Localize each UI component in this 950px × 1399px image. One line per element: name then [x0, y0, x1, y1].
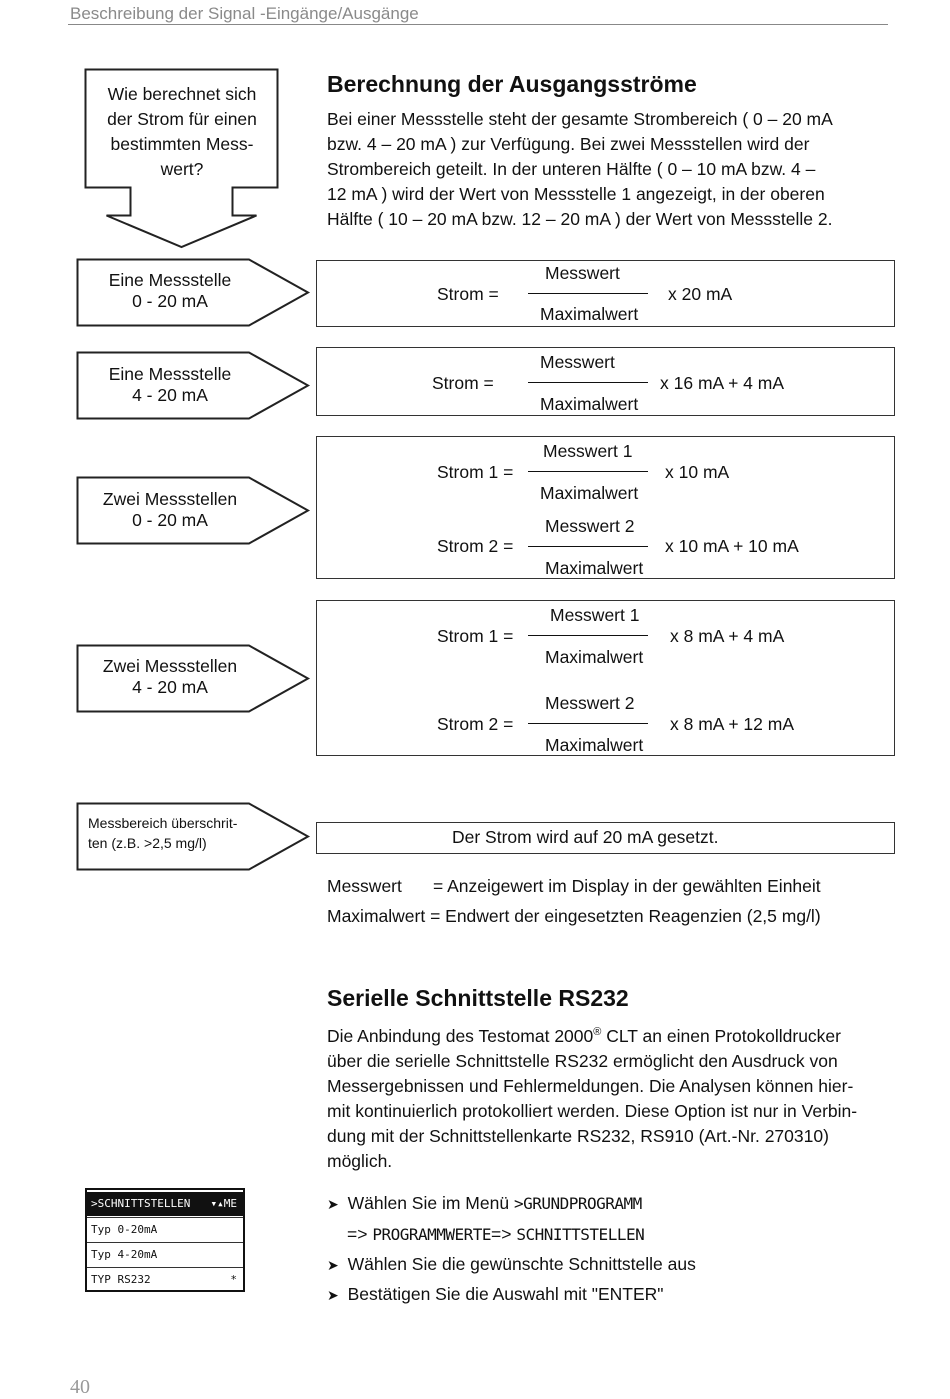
- question-text: [92, 82, 272, 182]
- question-line: wert?: [160, 159, 204, 179]
- definition-messwert-text: = Anzeigewert im Display in der gewählten Einheit: [433, 876, 821, 896]
- step-text: Wählen Sie im Menü: [347, 1193, 514, 1213]
- step-text: Bestätigen Sie die Auswahl mit "ENTER": [347, 1284, 664, 1304]
- header-divider: [68, 24, 888, 25]
- section-heading-rs232: Serielle Schnittstelle RS232: [327, 985, 629, 1011]
- case-label-line: Zwei Messstellen: [102, 656, 238, 676]
- section2-paragraph: [327, 1020, 857, 1174]
- formula-numerator: Messwert 1: [550, 605, 640, 625]
- formula-lhs: Strom 2 =: [437, 536, 514, 556]
- fraction-bar: [528, 293, 648, 294]
- paragraph-line: bzw. 4 – 20 mA ) zur Verfügung. Bei zwei Messstellen wird der: [327, 134, 810, 154]
- lcd-row-label: TYP RS232: [91, 1273, 151, 1286]
- step-3: [327, 1284, 664, 1305]
- paragraph-line: Messergebnissen und Fehlermeldungen. Die Analysen können hier-: [327, 1075, 854, 1096]
- formula-rhs: x 20 mA: [668, 284, 733, 304]
- formula-denominator: Maximalwert: [545, 558, 644, 578]
- case-label-one-0-20: [80, 270, 260, 312]
- formula-numerator: Messwert 2: [545, 516, 635, 536]
- paragraph-line: Strombereich geteilt. In der unteren Hälfte ( 0 – 10 mA bzw. 4 –: [327, 159, 816, 179]
- case-label-two-4-20: [80, 656, 260, 698]
- case-label-line: Zwei Messstellen: [102, 489, 238, 509]
- formula-lhs: Strom 2 =: [437, 714, 514, 734]
- formula-numerator: Messwert: [545, 263, 620, 283]
- formula-numerator: Messwert 1: [543, 441, 633, 461]
- formula-denominator: Maximalwert: [545, 735, 644, 755]
- case-label-line: 0 - 20 mA: [132, 291, 208, 311]
- formula-rhs: x 16 mA + 4 mA: [660, 373, 785, 393]
- lcd-selected-mark: *: [230, 1273, 237, 1286]
- formula-box-two-0-20: [316, 436, 895, 579]
- step-1: [327, 1193, 642, 1214]
- bullet-arrow-icon: ➤: [327, 1287, 339, 1303]
- question-line: Wie berechnet sich: [107, 84, 257, 104]
- paragraph-line: über die serielle Schnittstelle RS232 ermöglicht den Ausdruck von: [327, 1050, 838, 1071]
- formula-box-one-0-20: [316, 260, 895, 327]
- menu-path-schnittstellen: SCHNITTSTELLEN: [516, 1225, 645, 1244]
- definition-messwert-term: Messwert: [327, 876, 402, 896]
- formula-box-one-4-20: [316, 347, 895, 416]
- case-label-line: Messbereich überschrit-: [88, 815, 238, 831]
- formula-denominator: Maximalwert: [545, 647, 644, 667]
- overflow-statement: Der Strom wird auf 20 mA gesetzt.: [452, 827, 719, 847]
- case-label-line: 4 - 20 mA: [132, 677, 208, 697]
- bullet-arrow-icon: ➤: [327, 1196, 339, 1212]
- paragraph-line: mit kontinuierlich protokolliert werden. Diese Option ist nur in Verbin-: [327, 1100, 858, 1121]
- paragraph-text: CLT an einen Protokolldrucker: [601, 1025, 841, 1046]
- page-number: 40: [70, 1376, 90, 1398]
- formula-lhs: Strom =: [437, 284, 499, 304]
- case-label-line: ten (z.B. >2,5 mg/l): [88, 835, 207, 851]
- formula-rhs: x 10 mA: [665, 462, 730, 482]
- definition-maximalwert: Maximalwert = Endwert der eingesetzten Reagenzien (2,5 mg/l): [327, 906, 821, 926]
- question-line: bestimmten Mess-: [110, 134, 254, 154]
- fraction-bar: [528, 546, 648, 547]
- case-label-line: 4 - 20 mA: [132, 385, 208, 405]
- paragraph-text: Die Anbindung des Testomat 2000: [327, 1025, 594, 1046]
- case-label-two-0-20: [80, 489, 260, 531]
- paragraph-line: [327, 1020, 857, 1049]
- formula-denominator: Maximalwert: [540, 394, 639, 414]
- registered-mark: ®: [593, 1026, 602, 1038]
- fraction-bar: [528, 471, 648, 472]
- paragraph-line: Hälfte ( 10 – 20 mA bzw. 12 – 20 mA ) der Wert von Messstelle 2.: [327, 209, 833, 229]
- step-1-path: [347, 1224, 644, 1245]
- formula-lhs: Strom 1 =: [437, 626, 514, 646]
- formula-numerator: Messwert 2: [545, 693, 635, 713]
- formula-denominator: Maximalwert: [540, 304, 639, 324]
- paragraph-line: 12 mA ) wird der Wert von Messstelle 1 angezeigt, in der oberen: [327, 184, 825, 204]
- lcd-scroll-indicator: ▾▴ME: [210, 1197, 237, 1210]
- lcd-menu-row: Typ 4-20mA: [87, 1242, 243, 1266]
- formula-numerator: Messwert: [540, 352, 615, 372]
- lcd-title: >SCHNITTSTELLEN: [91, 1197, 191, 1210]
- formula-rhs: x 10 mA + 10 mA: [665, 536, 799, 556]
- paragraph-line: Bei einer Messstelle steht der gesamte Strombereich ( 0 – 20 mA: [327, 109, 833, 129]
- formula-lhs: Strom 1 =: [437, 462, 514, 482]
- case-label-overflow: [88, 813, 263, 853]
- case-label-line: Eine Messstelle: [108, 364, 232, 384]
- formula-rhs: x 8 mA + 12 mA: [670, 714, 795, 734]
- lcd-title-row: [87, 1192, 243, 1216]
- formula-rhs: x 8 mA + 4 mA: [670, 626, 785, 646]
- section1-paragraph: [327, 107, 833, 232]
- lcd-menu-row: [87, 1267, 243, 1291]
- lcd-menu-row: Typ 0-20mA: [87, 1217, 243, 1241]
- step-2: [327, 1254, 696, 1275]
- bullet-arrow-icon: ➤: [327, 1257, 339, 1273]
- case-label-line: Eine Messstelle: [108, 270, 232, 290]
- fraction-bar: [528, 635, 648, 636]
- path-arrow: =>: [491, 1224, 517, 1244]
- formula-box-overflow: [316, 822, 895, 854]
- menu-path-grundprogramm: >GRUNDPROGRAMM: [513, 1194, 642, 1213]
- path-arrow: =>: [347, 1224, 373, 1244]
- question-line: der Strom für einen: [107, 109, 257, 129]
- formula-lhs: Strom =: [432, 373, 494, 393]
- menu-path-programmwerte: PROGRAMMWERTE: [372, 1225, 492, 1244]
- fraction-bar: [528, 723, 648, 724]
- section-heading-output-currents: Berechnung der Ausgangsströme: [327, 71, 697, 97]
- formula-denominator: Maximalwert: [540, 483, 639, 503]
- lcd-display: [85, 1188, 245, 1292]
- formula-box-two-4-20: [316, 600, 895, 756]
- case-label-one-4-20: [80, 364, 260, 406]
- fraction-bar: [528, 382, 648, 383]
- running-header: Beschreibung der Signal -Eingänge/Ausgänge: [70, 4, 419, 23]
- paragraph-line: möglich.: [327, 1150, 393, 1171]
- case-label-line: 0 - 20 mA: [132, 510, 208, 530]
- step-text: Wählen Sie die gewünschte Schnittstelle aus: [347, 1254, 696, 1274]
- paragraph-line: dung mit der Schnittstellenkarte RS232, RS910 (Art.-Nr. 270310): [327, 1125, 829, 1146]
